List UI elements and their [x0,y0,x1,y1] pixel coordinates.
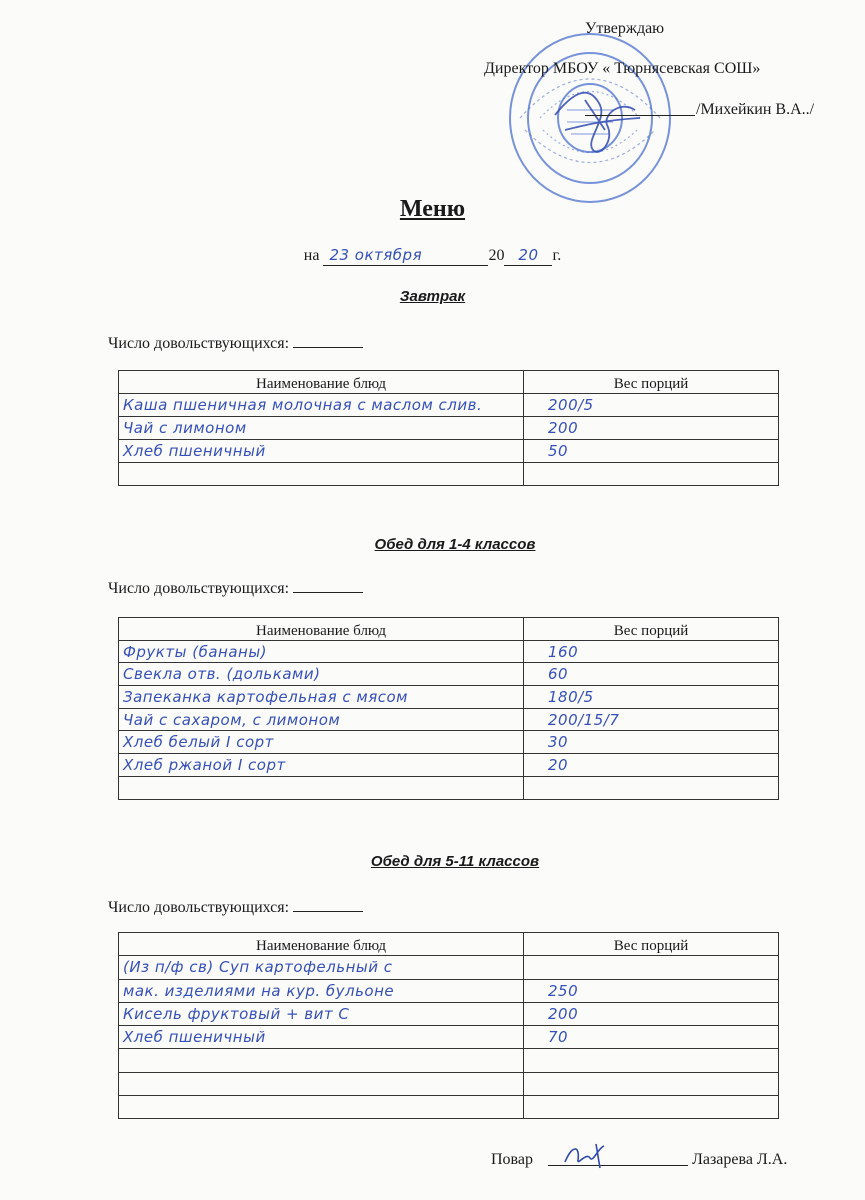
portion-weight: 70 [524,1026,779,1049]
page-title: Меню [399,196,466,222]
lunch-5-11-title-text: Обед для 5-11 классов [370,853,540,870]
lunch-5-11-table [118,932,779,1119]
date-year-prefix: 20 [488,247,505,264]
lunch-5-11-title [0,853,865,870]
lunch-5-11-rows [119,956,779,1119]
dish-name: Чай с сахаром, с лимоном [119,708,524,731]
portion-weight: 20 [524,754,779,777]
header-portion-weight: Вес порций [524,933,779,956]
table-row [119,776,779,799]
table-row [119,956,779,979]
breakfast-table [118,370,779,486]
cook-signature [560,1140,620,1170]
date-day-month: 23 октября [329,246,423,264]
dish-name [119,1049,524,1072]
portion-weight: 200/15/7 [524,708,779,731]
header-portion-weight: Вес порций [524,618,779,641]
header-portion-weight: Вес порций [524,371,779,394]
lunch-1-4-rows [119,640,779,799]
dish-name [119,776,524,799]
table-row [119,1002,779,1025]
dish-name: Кисель фруктовый + вит С [119,1002,524,1025]
table-row [119,417,779,440]
header-dish-name: Наименование блюд [119,933,524,956]
portion-weight [524,776,779,799]
portion-weight: 50 [524,440,779,463]
date-suffix: г. [552,247,562,264]
lunch-1-4-title [0,536,865,553]
director-name: /Михейкин В.А../ [696,101,815,118]
table-header-row [119,618,779,641]
breakfast-rows [119,394,779,486]
lunch-1-4-count [108,578,363,598]
count-blank [293,578,363,593]
table-row [119,686,779,709]
count-blank [293,897,363,912]
dish-name: мак. изделиями на кур. бульоне [119,979,524,1002]
portion-weight: 160 [524,640,779,663]
dish-name [119,1072,524,1095]
director-title: Директор МБОУ « Тюрнясевская СОШ» [484,60,761,77]
lunch-1-4-table [118,617,779,800]
dish-name: Свекла отв. (дольками) [119,663,524,686]
table-row [119,1049,779,1072]
dish-name: Запеканка картофельная с мясом [119,686,524,709]
portion-weight: 200 [524,417,779,440]
portion-weight: 60 [524,663,779,686]
table-header-row [119,371,779,394]
dish-name: Хлеб ржаной I сорт [119,754,524,777]
director-signature [545,70,645,165]
dish-name: Хлеб белый I сорт [119,731,524,754]
breakfast-count [108,333,363,353]
portion-weight: 30 [524,731,779,754]
table-row [119,463,779,486]
table-row [119,1096,779,1119]
table-row [119,731,779,754]
portion-weight: 180/5 [524,686,779,709]
portion-weight [524,463,779,486]
table-row [119,1072,779,1095]
table-row [119,1026,779,1049]
dish-name [119,463,524,486]
date-line [0,246,865,266]
cook-label: Повар [491,1151,533,1168]
dish-name: Фрукты (бананы) [119,640,524,663]
dish-name: Хлеб пшеничный [119,1026,524,1049]
dish-name: Хлеб пшеничный [119,440,524,463]
count-blank [293,333,363,348]
portion-weight: 250 [524,979,779,1002]
table-row [119,979,779,1002]
dish-name [119,1096,524,1119]
date-prefix: на [303,247,320,264]
count-label: Число довольствующихся: [108,899,290,916]
portion-weight [524,1072,779,1095]
breakfast-title-text: Завтрак [399,288,466,305]
portion-weight: 200/5 [524,394,779,417]
portion-weight: 200 [524,1002,779,1025]
portion-weight [524,1096,779,1119]
approval-label: Утверждаю [585,20,665,37]
portion-weight [524,956,779,979]
dish-name: Чай с лимоном [119,417,524,440]
dish-name: (Из п/ф св) Суп картофельный с [119,956,524,979]
lunch-1-4-title-text: Обед для 1-4 классов [374,536,536,553]
lunch-5-11-count [108,897,363,917]
count-label: Число довольствующихся: [108,580,290,597]
table-row [119,640,779,663]
table-row [119,394,779,417]
count-label: Число довольствующихся: [108,335,290,352]
header-dish-name: Наименование блюд [119,371,524,394]
portion-weight [524,1049,779,1072]
director-signature-line [585,97,695,116]
table-header-row [119,933,779,956]
table-row [119,440,779,463]
dish-name: Каша пшеничная молочная с маслом слив. [119,394,524,417]
date-year-field [504,246,552,266]
table-row [119,754,779,777]
date-year-suffix: 20 [518,246,539,264]
table-row [119,708,779,731]
cook-name: Лазарева Л.А. [692,1151,788,1168]
date-day-month-field [323,246,488,266]
table-row [119,663,779,686]
breakfast-title [0,288,865,305]
header-dish-name: Наименование блюд [119,618,524,641]
